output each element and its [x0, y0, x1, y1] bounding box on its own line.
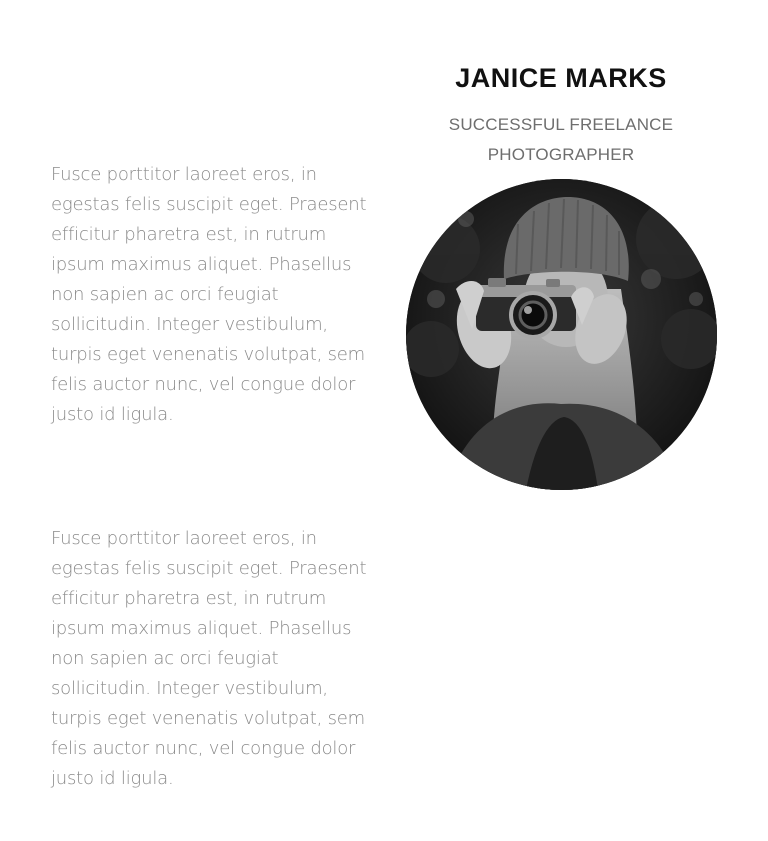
bio-paragraph-2: Fusce porttitor laoreet eros, in egestas felis suscipit eget. Praesent efficitur pharetra est, in rutrum ipsum maximus aliquet. Phasellus non sapien ac orci feugiat sollicitudin. Integer vestibulum, turpis eget venenatis volutpat, sem felis auctor nunc, vel congue dolor justo id ligula. — [51, 528, 367, 789]
profile-name: JANICE MARKS — [455, 63, 667, 93]
profile-photo — [406, 179, 717, 490]
bio-paragraph-1: Fusce porttitor laoreet eros, in egestas felis suscipit eget. Praesent efficitur pharetra est, in rutrum ipsum maximus aliquet. Phasellus non sapien ac orci feugiat sollicitudin. Integer vestibulum, turpis eget venenatis volutpat, sem felis auctor nunc, vel congue dolor justo id ligula. — [51, 164, 367, 425]
profile-subtitle: SUCCESSFUL FREELANCE PHOTOGRAPHER — [448, 115, 674, 164]
photographer-portrait-image — [406, 179, 717, 490]
